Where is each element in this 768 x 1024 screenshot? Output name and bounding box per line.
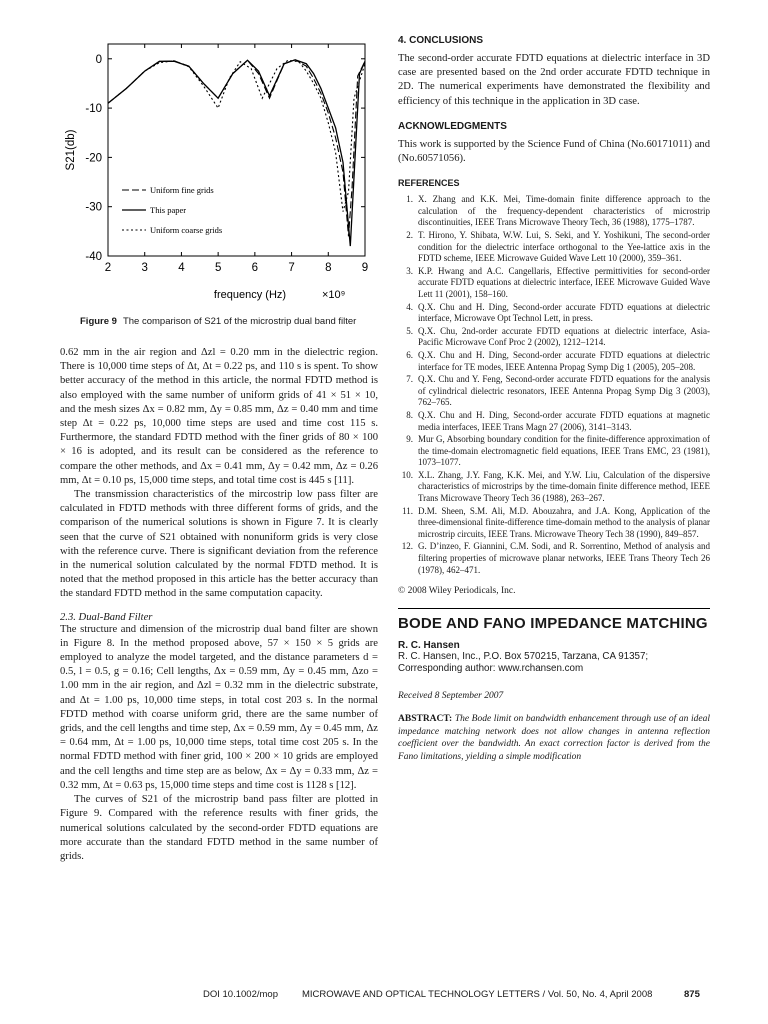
reference-text: X. Zhang and K.K. Mei, Time-domain finite difference approach to the calculation of the frequency-dependent characteristics of microstrip discontinuities, IEEE Trans Microwave Theory Tech, 36 (1988), 1775–1787. — [418, 194, 710, 228]
paragraph-1: 0.62 mm in the air region and Δzl = 0.20 mm in the dielectric region. There is 10,000 time steps of Δt, Δt = 0.22 ps, and 110 s is spent. To show better accuracy of the method in this article, the normal FDTD method is also employed with the same number of uniform grids of 41 × 51 × 10, and the mesh sizes Δx = 0.82 mm, Δy = 0.85 mm, Δz = 0.40 mm and time step Δt = 0.22 ps, 10,000 time steps are used and time cost 115 s. Furthermore, the standard FDTD method with the finer grids of 80 × 100 × 16 is adopted, and its result can be considered as the reference to compare the other methods, and Δx = 0.41 mm, Δy = 0.42 mm, Δz = 0.26 mm, Δt = 0.10 ps, 15,000 time steps, and total time cost is 445 s [11]. — [60, 347, 378, 486]
reference-item — [398, 374, 710, 409]
article-title: BODE AND FANO IMPEDANCE MATCHING — [398, 615, 708, 633]
reference-item — [398, 266, 710, 301]
acknowledgments-text: This work is supported by the Science Fund of China (No.60171011) and (No.60571056). — [398, 138, 710, 165]
reference-text: Q.X. Chu and H. Ding, Second-order accurate FDTD equations at dielectric interface for TE modes, IEEE Antenna Propag Symp Dig 1 (2005), 205–208. — [418, 349, 710, 372]
x-tick-label: 5 — [214, 262, 222, 274]
reference-number: 3. — [406, 265, 413, 276]
reference-text: Q.X. Chu and Y. Feng, Second-order accurate FDTD equations for the analysis of cylindrical dielectric resonators, IEEE Antenna Propag Symp Dig 3 (2003), 762–765. — [418, 374, 710, 408]
section-divider — [398, 608, 710, 609]
reference-number: 5. — [406, 325, 413, 336]
reference-item — [398, 350, 710, 373]
figure-9 — [60, 30, 378, 310]
caption-text: The comparison of S21 of the microstrip dual band filter — [122, 316, 357, 327]
affiliation-line-2: Corresponding author: www.rchansen.com — [398, 663, 584, 675]
x-axis-unit: ×10⁹ — [322, 289, 346, 301]
reference-text: Mur G, Absorbing boundary condition for the finite-difference approximation of the time-domain electromagnetic field equations, IEEE Trans EMC, 23 (1981), 1073–1077. — [418, 434, 710, 468]
y-tick-label: -40 — [85, 251, 102, 263]
reference-item — [398, 326, 710, 349]
received-date: Received 8 September 2007 — [398, 691, 504, 702]
reference-item — [398, 506, 710, 541]
reference-text: K.P. Hwang and A.C. Cangellaris, Effective permittivities for second-order accurate FDTD equations at dielectric interface, IEEE Microwave Guided Wave Lett 11 (2001), 158–160. — [418, 265, 710, 299]
reference-text: G. D’inzeo, F. Giannini, C.M. Sodi, and R. Sorrentino, Method of analysis and filtering properties of microwave planar networks, IEEE Trans Theory Tech 26 (1978), 462–471. — [418, 541, 710, 575]
reference-item — [398, 194, 710, 229]
series-line-solid — [108, 60, 365, 246]
plot-frame — [108, 44, 365, 256]
abstract-label: ABSTRACT: — [398, 714, 453, 725]
x-tick-label: 6 — [251, 262, 259, 274]
reference-text: Q.X. Chu and H. Ding, Second-order accurate FDTD equations at magnetic media interfaces, IEEE Trans Magn 27 (2006), 3141–3143. — [418, 409, 710, 432]
x-tick-label: 3 — [141, 262, 148, 274]
page-number: 875 — [684, 989, 700, 1000]
x-tick-label: 2 — [104, 262, 112, 274]
footer-journal: MICROWAVE AND OPTICAL TECHNOLOGY LETTERS / Vol. 50, No. 4, April 2008 — [302, 989, 653, 1000]
legend-label: Uniform fine grids — [150, 185, 214, 195]
x-tick-label: 9 — [361, 262, 369, 274]
reference-number: 7. — [406, 374, 413, 385]
left-column — [60, 346, 378, 864]
paragraph-4: The curves of S21 of the microstrip band pass filter are plotted in Figure 9. Compared with the reference results with finer grids, the numerical solutions calculated by the second-order FDTD equations are more accurate than the standard FDTD method in the same number of grids. — [60, 794, 378, 862]
series-line-dash — [108, 60, 365, 237]
reference-number: 4. — [406, 301, 413, 312]
y-axis-label: S21(db) — [65, 129, 77, 171]
legend-label: This paper — [150, 205, 187, 215]
affiliation-line-1: R. C. Hansen, Inc., P.O. Box 570215, Tarzana, CA 91357; — [398, 651, 649, 663]
section-heading-dual-band: 2.3. Dual-Band Filter — [60, 611, 153, 623]
x-tick-label: 7 — [288, 262, 295, 274]
reference-item — [398, 434, 710, 469]
reference-number: 2. — [406, 230, 413, 240]
reference-number: 6. — [406, 349, 413, 360]
s21-chart — [60, 30, 378, 310]
reference-item — [398, 541, 710, 576]
footer-doi: DOI 10.1002/mop — [203, 989, 278, 1000]
reference-number: 11. — [402, 505, 413, 516]
abstract — [398, 713, 710, 763]
reference-text: D.M. Sheen, S.M. Ali, M.D. Abouzahra, and J.A. Kong, Application of the three-dimensional finite-difference time-domain method to the analysis of planar microstrip circuits, IEEE Trans. Microwave Theory Tech 38 (1990), 849–857. — [418, 505, 710, 539]
reference-text: Q.X. Chu, 2nd-order accurate FDTD equations at dielectric interface, Asia-Pacific Microwave Conf Proc 2 (2002), 1212–1214. — [418, 325, 710, 348]
x-tick-label: 8 — [325, 262, 332, 274]
reference-item — [398, 302, 710, 325]
author-name: R. C. Hansen — [398, 640, 460, 652]
x-axis-label: frequency (Hz) — [213, 289, 287, 301]
paragraph-2: The transmission characteristics of the mircostrip low pass filter are calculated in FDTD methods with three different forms of grids, and the comparison of the numerical solutions is shown in Figure 7. It is clearly seen that the curve of S21 obtained with nonuniform grids is very close with the reference curve. There is significant deviation from the reference in the numerical solution calculated by the normal FDTD method. It is noted that the method proposed in this article has the better accuracy than the standard FDTD method in the same computation capacity. — [60, 489, 378, 600]
reference-item — [398, 470, 710, 505]
abstract-text: The Bode limit on bandwidth enhancement through use of an ideal impedance matching network does not allow changes in antenna reflection coefficient over the bandwidth. An exact correction factor is derived from the Fano limitations, yielding a simple modification — [398, 714, 711, 762]
reference-number: 9. — [406, 434, 413, 445]
right-column — [398, 35, 710, 763]
reference-number: 1. — [406, 194, 413, 205]
reference-list — [398, 194, 710, 576]
figure-caption — [80, 316, 380, 327]
y-tick-label: -20 — [85, 152, 102, 165]
reference-number: 8. — [406, 409, 413, 420]
y-tick-label: -30 — [85, 201, 102, 214]
reference-text: T. Hirono, Y. Shibata, W.W. Lui, S. Seki, and Y. Yoshikuni, The second-order condition for the dielectric interface orthogonal to the Yee-lattice axis in the FDTD scheme, IEEE Microwave Guided Wave Lett 10 (2000), 359–361. — [418, 230, 710, 264]
reference-number: 12. — [401, 541, 413, 552]
paragraph-3: The structure and dimension of the microstrip dual band filter are shown in Figure 8. In the method proposed above, 57 × 150 × 5 grids are employed to analyze the model targeted, and the distance parameters d = 0.5, l = 0.5, g = 0.16; Cell lengths, Δx = 0.59 mm, Δy = 0.45 mm, Δzo = 1.00 mm in the air region, and Δzl = 0.32 mm in the dielectric substrate, and Δt = 1.00 ps, 10,000 time steps, in total cost 203 s. In the normal FDTD method with coarse uniform grid, there are the same number of grids, and the cell lengths and time step, Δx = 0.59 mm, Δy = 0.45 mm, Δz = 0.64 mm, Δt = 1.00 ps, 10,000 time steps, total time cost 205 s. In the normal FDTD method with finer grid, 100 × 200 × 10 grids are employed and the cell lengths and time step are as below, Δx = Δy = 0.33 mm, Δz = 0.32 mm, Δt = 0.63 ps, 15,000 time steps and time cost is 1128 s [12]. — [60, 623, 378, 791]
references-heading: REFERENCES — [398, 178, 460, 189]
legend-label: Uniform coarse grids — [150, 225, 223, 235]
reference-text: X.L. Zhang, J.Y. Fang, K.K. Mei, and Y.W. Liu, Calculation of the dispersive characteristics of microstrips by the time-domain finite difference method, IEEE Trans Microwave Theory Tech 36 (1988), 263–267. — [418, 469, 710, 504]
y-tick-label: -10 — [85, 103, 102, 116]
reference-text: Q.X. Chu and H. Ding, Second-order accurate FDTD equations at dielectric interface, Microwave Opt Technol Lett, in press. — [418, 301, 710, 324]
series-line-dot — [108, 60, 365, 211]
caption-label: Figure 9 — [80, 316, 117, 327]
copyright: © 2008 Wiley Periodicals, Inc. — [398, 586, 516, 597]
conclusions-text: The second-order accurate FDTD equations at dielectric interface in 3D case are presented based on the 2nd order accurate FDTD technique in 2D. The numerical experiments have demonstrated the flexibility and efficiency of this technique in the application in 3D case. — [398, 53, 710, 107]
y-tick-label: 0 — [95, 53, 102, 66]
reference-item — [398, 230, 710, 265]
acknowledgments-heading: ACKNOWLEDGMENTS — [398, 120, 507, 132]
x-tick-label: 4 — [178, 262, 185, 274]
reference-item — [398, 410, 710, 433]
reference-number: 10. — [401, 469, 413, 480]
conclusions-heading: 4. CONCLUSIONS — [398, 35, 484, 46]
